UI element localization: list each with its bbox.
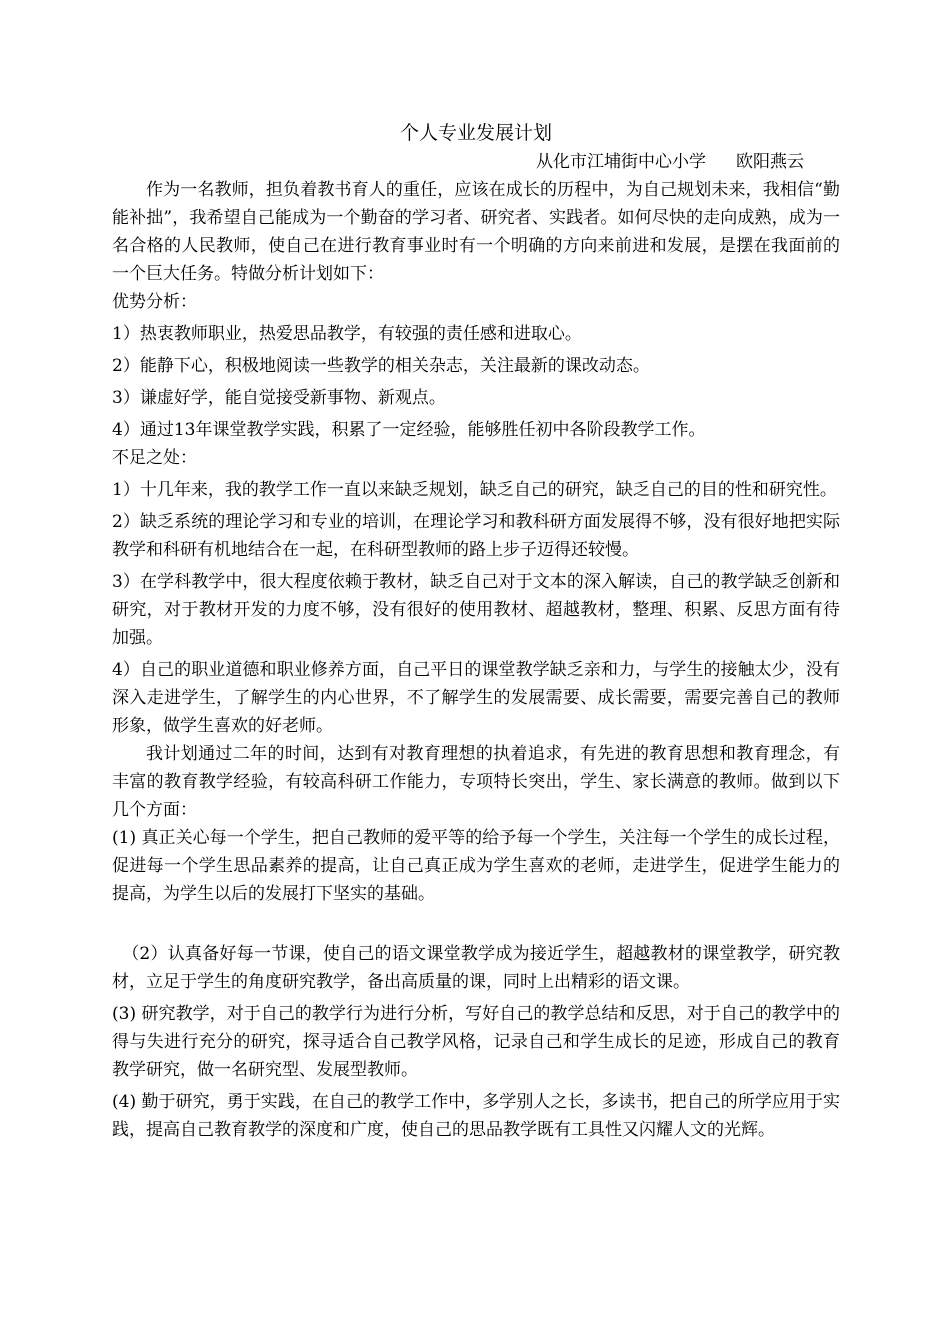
weakness-item: 1）十几年来，我的教学工作一直以来缺乏规划，缺乏自己的研究，缺乏自己的目的性和研究性。: [112, 480, 837, 500]
document-page: [112, 118, 840, 1144]
weakness-item: 3）在学科教学中，很大程度依赖于教材，缺乏自己对于文本的深入解读，自己的教学缺乏创新和研究，对于教材开发的力度不够，没有很好的使用教材、超越教材，整理、积累、反思方面有待加强。: [112, 572, 840, 648]
strength-item: 2）能静下心，积极地阅读一些教学的相关杂志，关注最新的课改动态。: [112, 356, 650, 376]
strength-item: 1）热衷教师职业，热爱思品教学，有较强的责任感和进取心。: [112, 324, 582, 344]
plan-item: (3) 研究教学，对于自己的教学行为进行分析，写好自己的教学总结和反思，对于自己的教学中的得与失进行充分的研究，探寻适合自己教学风格，记录自己和学生成长的足迹，形成自己的教育教学研究，做一名研究型、发展型教师。: [112, 1004, 840, 1080]
weakness-item: 4）自己的职业道德和职业修养方面，自己平日的课堂教学缺乏亲和力，与学生的接触太少，没有深入走进学生，了解学生的内心世界，不了解学生的发展需要、成长需要，需要完善自己的教师形象，做学生喜欢的好老师。: [112, 660, 840, 736]
weaknesses-heading: 不足之处：: [112, 448, 197, 468]
plan-item: (4) 勤于研究，勇于实践，在自己的教学工作中，多学别人之长，多读书，把自己的所学应用于实践，提高自己教育教学的深度和广度，使自己的思品教学既有工具性又闪耀人文的光辉。: [112, 1092, 840, 1140]
author-name: 欧阳燕云: [736, 152, 804, 172]
author-line: [112, 148, 840, 176]
plan-intro-paragraph: 我计划通过二年的时间，达到有对教育理想的执着追求，有先进的教育思想和教育理念，有丰富的教育教学经验，有较高科研工作能力，专项特长突出，学生、家长满意的教师。做到以下几个方面：: [112, 744, 840, 820]
strength-item: 3）谦虚好学，能自觉接受新事物、新观点。: [112, 388, 446, 408]
document-title: 个人专业发展计划: [399, 122, 552, 144]
plan-item: (1) 真正关心每一个学生，把自己教师的爱平等的给予每一个学生，关注每一个学生的成长过程，促进每一个学生思品素养的提高，让自己真正成为学生喜欢的老师，走进学生，促进学生能力的提高，为学生以后的发展打下坚实的基础。: [112, 828, 840, 904]
strengths-heading: 优势分析：: [112, 292, 197, 312]
strength-item: 4）通过13年课堂教学实践，积累了一定经验，能够胜任初中各阶段教学工作。: [112, 420, 706, 440]
blank-line: [112, 908, 840, 936]
weakness-item: 2）缺乏系统的理论学习和专业的培训，在理论学习和教科研方面发展得不够，没有很好地把实际教学和科研有机地结合在一起，在科研型教师的路上步子迈得还较慢。: [112, 512, 840, 560]
intro-paragraph: 作为一名教师，担负着教书育人的重任，应该在成长的历程中，为自己规划未来，我相信“勤能补拙”，我希望自己能成为一个勤奋的学习者、研究者、实践者。如何尽快的走向成熟，成为一名合格的人民教师，使自己在进行教育事业时有一个明确的方向来前进和发展，是摆在我面前的一个巨大任务。特做分析计划如下：: [112, 180, 840, 284]
plan-item: （2）认真备好每一节课，使自己的语文课堂教学成为接近学生，超越教材的课堂教学，研究教材，立足于学生的角度研究教学，备出高质量的课，同时上出精彩的语文课。: [112, 944, 840, 992]
school-name: 从化市江埔街中心小学: [536, 152, 706, 172]
